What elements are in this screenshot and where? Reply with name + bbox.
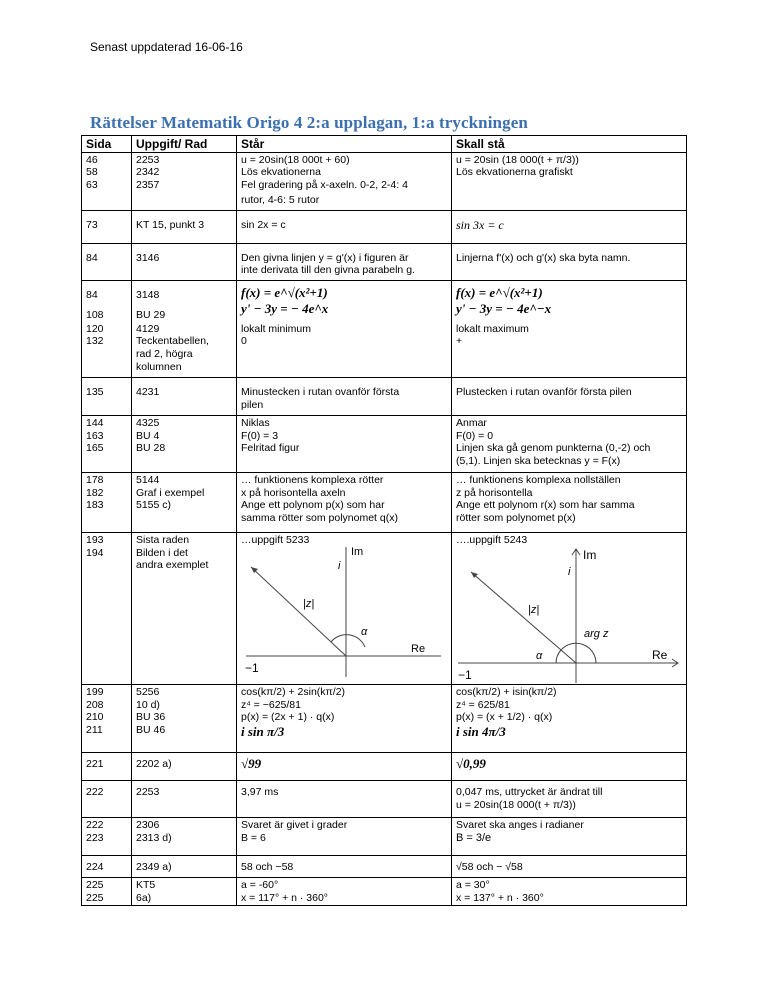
table-row	[82, 243, 687, 280]
cell: Svaret ska anges i radianer	[456, 819, 584, 832]
cell: 2349 a)	[136, 861, 172, 874]
cell: 2306	[136, 819, 160, 832]
cell: Ange ett polynom r(x) som har samma	[456, 499, 635, 512]
cell: Felritad figur	[241, 442, 300, 455]
cell: 194	[86, 546, 104, 559]
cell: √58 och − √58	[456, 861, 523, 874]
cell: 199	[86, 686, 104, 699]
cell: 108	[86, 309, 104, 322]
cell: z på horisontella	[456, 486, 533, 499]
cell: Plustecken i rutan ovanför första pilen	[456, 386, 632, 399]
cell: p(x) = (x + 1/2) · q(x)	[456, 711, 553, 724]
cell: 163	[86, 429, 104, 442]
cell: Lös ekvationerna	[241, 166, 321, 179]
cell: lokalt minimum	[241, 322, 312, 335]
cell: 3148	[136, 288, 160, 301]
cell: Anmar	[456, 417, 487, 430]
formula: y' − 3y = − 4e^x	[241, 301, 329, 317]
cell: Ange ett polynom p(x) som har	[241, 499, 385, 512]
cell: samma rötter som polynomet q(x)	[241, 512, 398, 525]
modz-label: |z|	[528, 603, 540, 616]
table-row	[82, 322, 687, 378]
cell: 63	[86, 178, 98, 191]
cell: Teckentabellen,	[136, 335, 209, 348]
cell: 2253	[136, 786, 160, 799]
cell: 84	[86, 251, 98, 264]
cell: sin 3x = c	[456, 217, 504, 232]
cell: 6a)	[136, 891, 152, 904]
page-title: Rättelser Matematik Origo 4 2:a upplagan, 1:a tryckningen	[90, 113, 528, 132]
cell: KT 15, punkt 3	[136, 218, 205, 231]
cell: 210	[86, 711, 104, 724]
formula: i sin 4π/3	[456, 724, 506, 740]
cell: p(x) = (2x + 1) · q(x)	[241, 711, 335, 724]
argz-label: arg z	[584, 627, 609, 640]
cell: …uppgift 5233	[241, 534, 310, 547]
cell: cos(kπ/2) + isin(kπ/2)	[456, 686, 557, 699]
alpha-label: α	[361, 625, 368, 638]
cell: Graf i exempel	[136, 486, 205, 499]
table-row	[82, 378, 687, 416]
cell: 5155 c)	[136, 499, 172, 512]
cell: pilen	[241, 398, 264, 411]
cell: 2357	[136, 178, 160, 191]
cell: 225	[86, 891, 104, 904]
header-skall: Skall stå	[452, 136, 687, 153]
cell: 4231	[136, 386, 160, 399]
formula: i sin π/3	[241, 724, 285, 740]
cell: 84	[86, 288, 98, 301]
cell: kolumnen	[136, 360, 182, 373]
cell: Linjerna f'(x) och g'(x) ska byta namn.	[456, 251, 631, 264]
cell: z⁴ = 625/81	[456, 698, 510, 711]
table-row	[82, 753, 687, 781]
table-header	[82, 136, 687, 153]
formula: y' − 3y = − 4e^−x	[456, 301, 552, 317]
alpha-label: α	[536, 649, 543, 662]
header-uppgift: Uppgift/ Rad	[132, 136, 237, 153]
cell: 0,047 ms, uttrycket är ändrat till	[456, 786, 603, 799]
im-label: Im	[583, 547, 597, 562]
cell: z⁴ = −625/81	[241, 698, 301, 711]
table-row	[82, 416, 687, 473]
cell: u = 20sin (18 000(t + π/3))	[456, 153, 579, 166]
cell: 211	[86, 724, 103, 737]
cell: 46	[86, 153, 98, 166]
table-row	[82, 280, 687, 322]
modz-label: |z|	[303, 597, 315, 610]
header-star: Står	[237, 136, 452, 153]
cell: F(0) = 3	[241, 429, 279, 442]
table-row	[82, 210, 687, 243]
cell: Niklas	[241, 417, 270, 430]
i-label: i	[338, 559, 341, 572]
table-row	[82, 685, 687, 753]
cell: 10 d)	[136, 698, 160, 711]
cell: 178	[86, 474, 104, 487]
formula: B = 3/e	[456, 831, 492, 844]
cell: 2253	[136, 153, 160, 166]
cell: u = 20sin(18 000(t + π/3))	[456, 798, 576, 811]
cell: 135	[86, 386, 104, 399]
cell: inte derivata till den givna parabeln g.	[241, 264, 415, 277]
cell: 165	[86, 442, 104, 455]
cell: 2313 d)	[136, 831, 172, 844]
cell: Bilden i det	[136, 546, 188, 559]
cell: u = 20sin(18 000t + 60)	[241, 153, 350, 166]
formula: f(x) = e^√(x²+1)	[456, 284, 543, 300]
cell: 222	[86, 786, 104, 799]
table-row	[82, 152, 687, 210]
errata-table	[81, 135, 687, 906]
cell: 221	[86, 758, 104, 771]
cell: BU 29	[136, 309, 166, 322]
cell: 4325	[136, 417, 160, 430]
cell: 225	[86, 879, 104, 892]
cell: 132	[86, 335, 104, 348]
cell: F(0) = 0	[456, 429, 494, 442]
cell: (5,1). Linjen ska betecknas y = F(x)	[456, 455, 621, 468]
cell: rad 2, högra	[136, 347, 193, 360]
cell: +	[456, 335, 463, 348]
cell: 182	[86, 486, 104, 499]
cell: 183	[86, 499, 104, 512]
cell: 2342	[136, 166, 160, 179]
table-row	[82, 781, 687, 818]
minus-one-label: −1	[245, 660, 259, 675]
cell: 208	[86, 698, 104, 711]
cell: Fel gradering på x-axeln. 0-2, 2-4: 4	[241, 178, 408, 191]
cell: 224	[86, 861, 104, 874]
cell: 193	[86, 534, 104, 547]
formula: f(x) = e^√(x²+1)	[241, 284, 328, 300]
cell: rutor, 4-6: 5 rutor	[241, 194, 320, 207]
last-updated: Senast uppdaterad 16-06-16	[90, 40, 243, 54]
cell: 222	[86, 819, 104, 832]
complex-plane-figure-old	[241, 547, 446, 683]
cell: 5256	[136, 686, 160, 699]
cell: rötter som polynomet p(x)	[456, 512, 576, 525]
table-row	[82, 473, 687, 533]
i-label: i	[568, 565, 571, 578]
cell: ….uppgift 5243	[456, 534, 528, 547]
cell: sin 2x = c	[241, 218, 286, 231]
header-sida: Sida	[82, 136, 132, 153]
cell: cos(kπ/2) + 2sin(kπ/2)	[241, 686, 346, 699]
cell: lokalt maximum	[456, 322, 529, 335]
table-row	[82, 818, 687, 856]
cell: … funktionens komplexa nollställen	[456, 474, 621, 487]
cell: B = 6	[241, 831, 266, 844]
cell: BU 46	[136, 724, 166, 737]
formula: √99	[241, 756, 262, 772]
im-label: Im	[351, 546, 364, 558]
cell: Linjen ska gå genom punkterna (0,-2) och	[456, 442, 651, 455]
cell: 3146	[136, 251, 160, 264]
complex-plane-figure-new	[456, 547, 681, 683]
cell: 3,97 ms	[241, 786, 279, 799]
cell: Den givna linjen y = g'(x) i figuren är	[241, 251, 409, 264]
cell: KT5	[136, 879, 156, 892]
cell: 73	[86, 218, 98, 231]
formula: √0,99	[456, 756, 486, 772]
cell: Lös ekvationerna grafiskt	[456, 166, 573, 179]
minus-one-label: −1	[458, 667, 472, 682]
cell: Sista raden	[136, 534, 190, 547]
table-row	[82, 878, 687, 906]
cell: Svaret är givet i grader	[241, 819, 348, 832]
cell: BU 4	[136, 429, 160, 442]
cell: 4129	[136, 322, 160, 335]
table-row	[82, 856, 687, 878]
table-row	[82, 533, 687, 685]
re-label: Re	[652, 647, 668, 662]
cell: 0	[241, 335, 247, 348]
cell: a = 30°	[456, 879, 490, 892]
cell: 5144	[136, 474, 160, 487]
cell: andra exemplet	[136, 559, 209, 572]
cell: 144	[86, 417, 104, 430]
cell: BU 28	[136, 442, 166, 455]
cell: … funktionens komplexa rötter	[241, 474, 384, 487]
cell: 120	[86, 322, 104, 335]
cell: 58 och −58	[241, 861, 294, 874]
cell: 223	[86, 831, 104, 844]
cell: x = 117° + n · 360°	[241, 891, 329, 904]
cell: a = -60°	[241, 879, 279, 892]
cell: 58	[86, 166, 98, 179]
cell: BU 36	[136, 711, 166, 724]
re-label: Re	[411, 642, 426, 655]
cell: x på horisontella axeln	[241, 486, 346, 499]
cell: 2202 a)	[136, 758, 172, 771]
cell: x = 137° + n · 360°	[456, 891, 544, 904]
cell: Minustecken i rutan ovanför första	[241, 386, 400, 399]
